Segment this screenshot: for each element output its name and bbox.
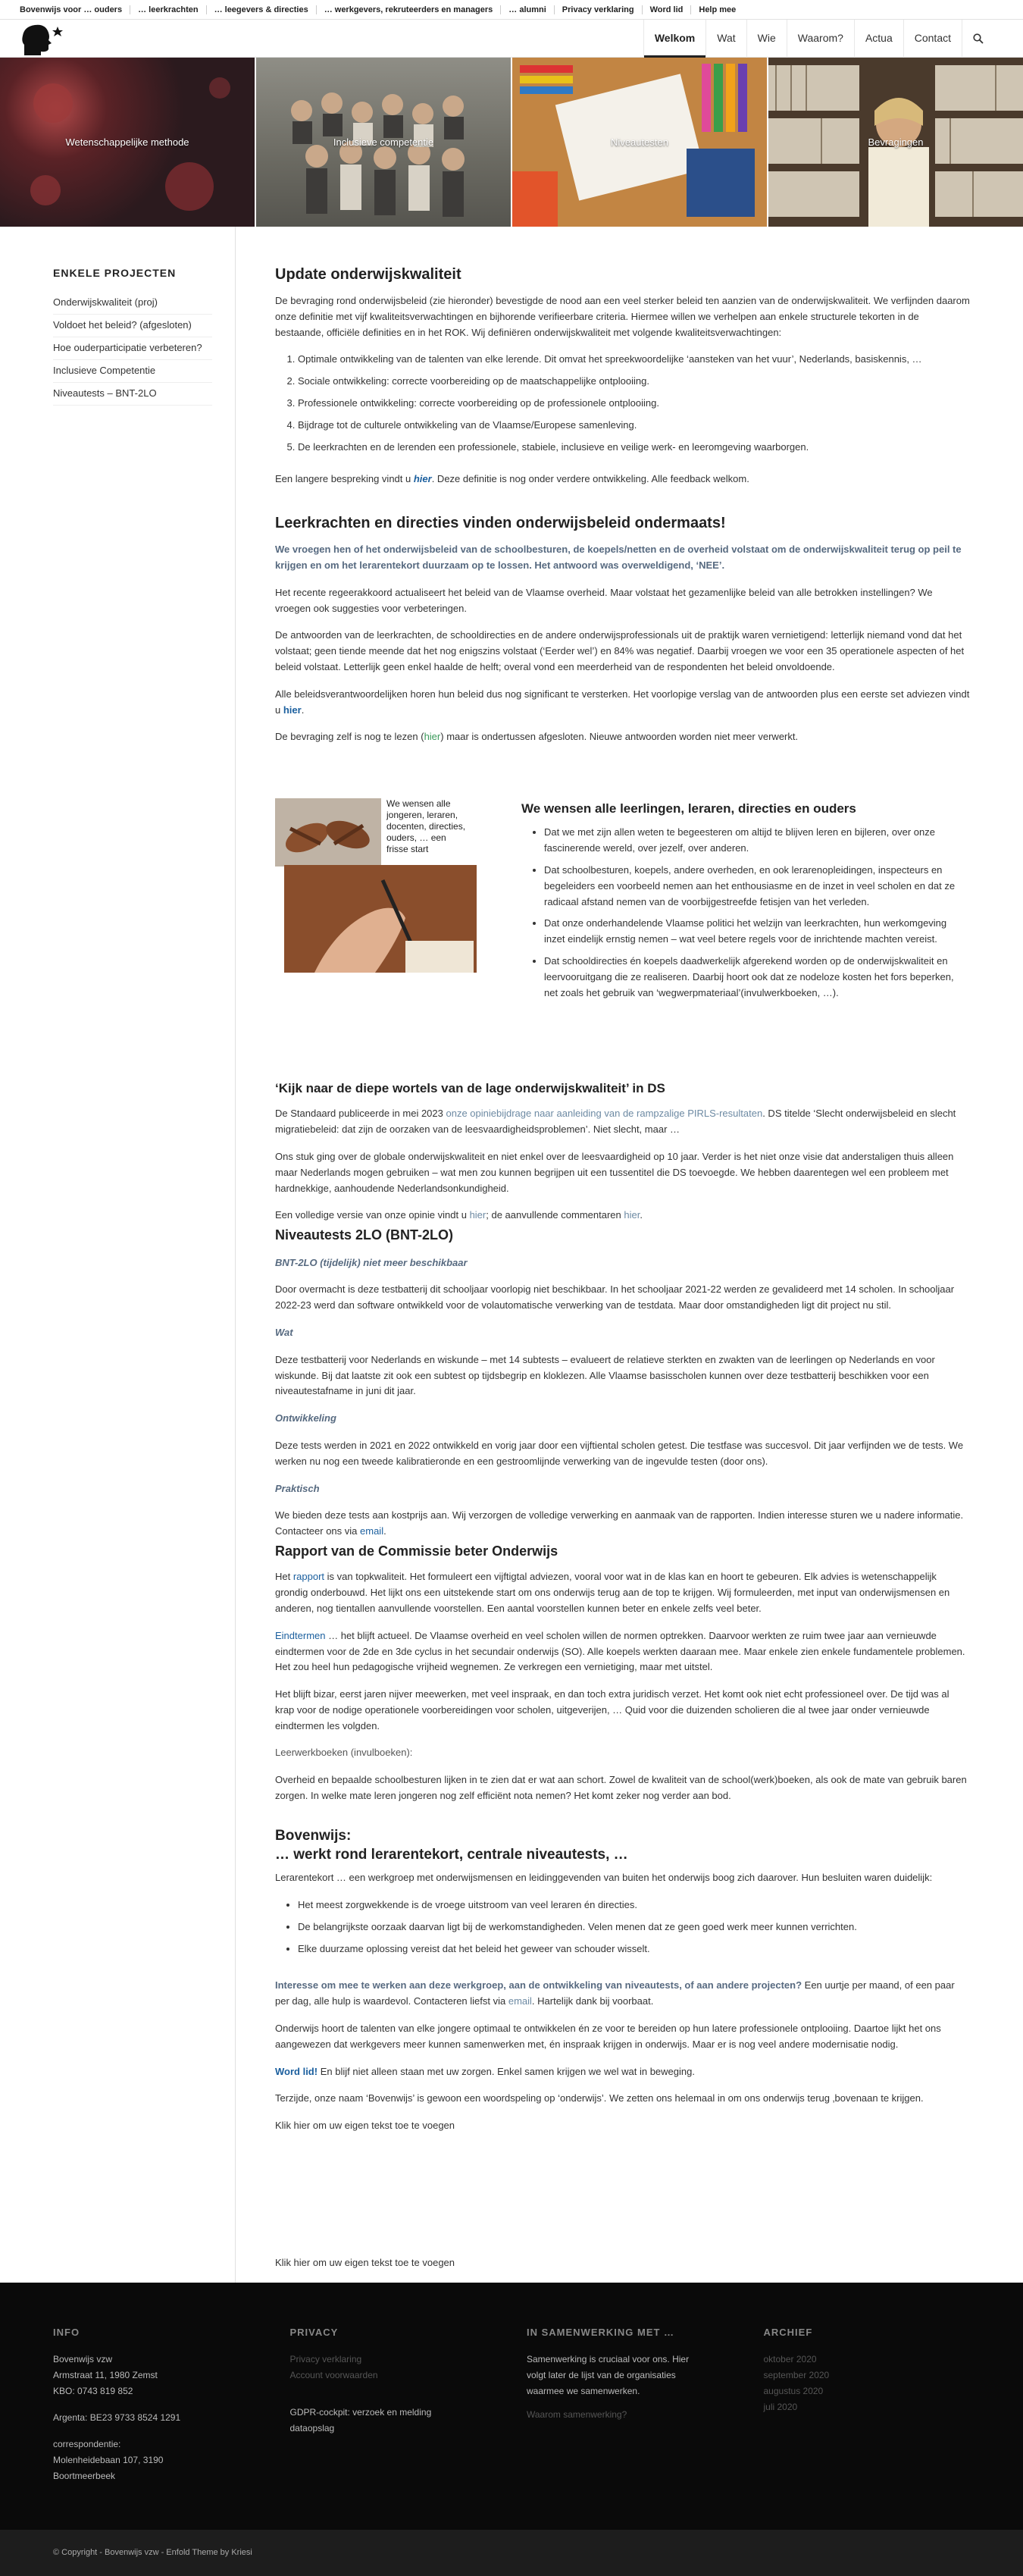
text: Interesse om mee te werken aan deze werkgroep, aan de ontwikkeling van niveautests, of aan andere projecten? xyxy=(275,1979,802,1992)
paragraph xyxy=(275,1106,970,1138)
section-title: Niveautests 2LO (BNT-2LO) xyxy=(275,1227,454,1243)
text: ; de aanvullende commentaren xyxy=(486,1209,624,1221)
nav-waarom[interactable]: Waarom? xyxy=(787,20,854,58)
text: En blijf niet alleen staan met uw zorgen. Enkel samen krijgen we wel wat in beweging. xyxy=(318,2065,695,2077)
footer-col-archief xyxy=(764,2325,971,2496)
footer-heading: PRIVACY xyxy=(289,2326,339,2338)
text: De Standaard publiceerde in mei 2023 xyxy=(275,1108,446,1120)
paragraph xyxy=(275,1208,970,1224)
gdpr-link[interactable]: GDPR-cockpit: verzoek en melding dataopslag xyxy=(289,2406,432,2433)
list-item: 2. Sociale ontwikkeling: correcte voorbereiding op de maatschappelijke ontplooiing. xyxy=(298,374,970,390)
footer-socket xyxy=(0,2530,1023,2576)
section-commissie xyxy=(275,1543,970,1804)
list-item: • Dat we met zijn allen weten te begeesteren om altijd te blijven leren en bijleren, over onze fascinerende wereld, over jezelf, over anderen. xyxy=(544,825,970,857)
section-title: Leerkrachten en directies vinden onderwijsbeleid ondermaats! xyxy=(275,515,726,532)
hier-link[interactable]: hier xyxy=(424,731,441,743)
spacer xyxy=(53,2426,260,2437)
paragraph: Deze tests werden in 2021 en 2022 ontwikkeld en vorig jaar door een vijftiental scholen getest. Die testfase was succesvol. Dit jaar verfijnden we de tests. We werken nu nog een tweede kalibratieronde en een gestroomlijnde verwerking van de ingevulde testen (door ons). xyxy=(275,1439,964,1467)
paragraph xyxy=(275,1569,970,1616)
hero-tile-inclusieve-competentie[interactable] xyxy=(256,58,512,227)
writing-hand-photo xyxy=(284,865,477,973)
footer-heading: ARCHIEF xyxy=(763,2326,813,2338)
text: Samenwerking is cruciaal voor ons. Hier volgt later de lijst van de organisaties waarmee we samenwerken. xyxy=(527,2353,690,2396)
text: Bovenwijs vzw xyxy=(53,2353,113,2364)
topbar-link-privacy[interactable]: Privacy verklaring xyxy=(555,5,643,14)
sidebar-title: ENKELE PROJECTEN xyxy=(53,267,177,279)
topbar-link-werkgevers[interactable]: … werkgevers, rekruteerders en managers xyxy=(317,5,502,14)
archive-link[interactable]: juli 2020 xyxy=(763,2401,798,2412)
nav-contact[interactable]: Contact xyxy=(903,20,962,58)
footer-col-info xyxy=(53,2325,260,2496)
section-title: ‘Kijk naar de diepe wortels van de lage onderwijskwaliteit’ in DS xyxy=(275,1081,665,1096)
subheading: Wat xyxy=(275,1326,293,1338)
hier-link[interactable]: hier xyxy=(624,1209,640,1221)
logo[interactable] xyxy=(20,22,68,55)
list-item: 1. Optimale ontwikkeling van de talenten van elke lerende. Dit omvat het spreekwoordelijke ‘aansteken van het vuur’, Nederlands, basiskennis, … xyxy=(298,352,970,368)
list-item: • Het meest zorgwekkende is de vroege uitstroom van veel leraren én directies. xyxy=(298,1898,970,1913)
text: We bieden deze tests aan kostprijs aan. Wij verzorgen de volledige verwerking en aanmaak van de rapporten. Indien interesse sturen we u nadere informatie. Contacteer ons via xyxy=(275,1509,964,1537)
section-update-onderwijskwaliteit xyxy=(275,265,970,487)
content xyxy=(236,227,1023,2283)
paragraph xyxy=(275,1978,970,2010)
paragraph xyxy=(275,2064,970,2080)
text: Het xyxy=(275,1571,293,1583)
title-line: … werkt rond lerarentekort, centrale niveautests, … xyxy=(275,1846,628,1863)
text: Een uurtje per maand, of een paar per dag, alle hulp is waardevol. Contacteren liefst via xyxy=(275,1979,955,2007)
hero-tile-bevragingen[interactable] xyxy=(768,58,1023,227)
title-line: Bovenwijs: xyxy=(275,1827,352,1844)
paragraph: Lerarentekort … een werkgroep met onderwijsmensen en leidinggevenden van buiten het onderwijs boog zich daarover. Hun besluiten waren duidelijk: xyxy=(275,1872,933,1884)
list-item: • Dat schooldirecties én koepels daadwerkelijk afgerekend worden op de onderwijskwaliteit en leervooruitgang die ze realiseren. Daarbij hoort ook dat ze nodeloze kosten het fors beperken, net zoals het gebruik van ‘wegwerpmateriaal’(invulwerkboeken, …). xyxy=(544,954,970,1001)
subheading: Ontwikkeling xyxy=(275,1412,336,1424)
header xyxy=(0,20,1023,58)
topbar-link-help-mee[interactable]: Help mee xyxy=(699,5,737,14)
section-title xyxy=(275,1827,970,1864)
conclusions-list xyxy=(298,1898,970,1957)
copyright-text: © Copyright - Bovenwijs vzw - Enfold Theme by Kriesi xyxy=(53,2547,252,2557)
hier-link[interactable]: hier xyxy=(469,1209,486,1221)
topbar-link-leerkrachten[interactable]: … leerkrachten xyxy=(130,5,206,14)
text: . xyxy=(301,704,305,716)
text: Een langere bespreking vindt u xyxy=(275,473,414,485)
eindtermen-link[interactable]: Eindtermen xyxy=(275,1629,326,1641)
text: . xyxy=(383,1525,386,1537)
sidebar-item-voldoet-beleid[interactable]: Voldoet het beleid? (afgesloten) xyxy=(53,315,212,337)
top-bar xyxy=(0,0,1023,20)
main-area xyxy=(0,227,1023,2283)
hero-tile-wetenschappelijke-methode[interactable] xyxy=(0,58,256,227)
hero-caption: Niveautesten xyxy=(611,136,668,148)
rapport-link[interactable]: rapport xyxy=(293,1571,325,1583)
text: . Hartelijk dank bij voorbaat. xyxy=(531,1995,654,2007)
paragraph xyxy=(275,687,970,719)
paragraph: Terzijde, onze naam ‘Bovenwijs’ is gewoon een woordspeling op ‘onderwijs’. We zetten ons helemaal in om ons onderwijs terug ‚bovenaan te krijgen. xyxy=(275,2092,924,2104)
sidebar xyxy=(0,227,236,2283)
hier-link[interactable]: hier xyxy=(283,704,302,716)
text: . DS titelde ‘Slecht onderwijsbeleid en slecht migratiebeleid: dat zijn de oorzaken van de leesvaardigheidsproblemen’. Niet slecht, maar … xyxy=(275,1108,956,1136)
email-link[interactable]: email xyxy=(360,1525,384,1537)
footer-archief-links xyxy=(764,2352,971,2415)
hero-tiles xyxy=(0,58,1023,227)
head-silhouette-logo-icon xyxy=(20,22,68,55)
subheading: Leerwerkboeken (invulboeken): xyxy=(275,1747,413,1759)
account-voorwaarden-link[interactable]: Account voorwaarden xyxy=(289,2369,378,2380)
hier-link[interactable]: hier xyxy=(413,473,432,485)
text: correspondentie: xyxy=(53,2438,121,2449)
sandals-photo xyxy=(275,798,381,867)
text: Boortmeerbeek xyxy=(53,2470,116,2481)
archive-link[interactable]: oktober 2020 xyxy=(763,2353,817,2364)
nav-welkom[interactable]: Welkom xyxy=(643,20,705,58)
section-title: Rapport van de Commissie beter Onderwijs xyxy=(275,1543,558,1559)
list-item: • Dat onze onderhandelende Vlaamse politici het welzijn van leerkrachten, hun werkomgeving inzet eindelijk ernstig nemen – wat veel betere regels voor de inrichtende machten vereist. xyxy=(544,916,970,948)
waarom-samenwerking-link[interactable]: Waarom samenwerking? xyxy=(527,2408,627,2420)
text: … het blijft actueel. De Vlaamse overheid en veel scholen willen de normen optrekken. Daarvoor werkten ze ruim twee jaar aan vernieuwde eindtermen voor de 2de en 3de cyclus in het secundair onderwijs (SO). Alle koepels werkten daaraan mee. Maar enkele zien enkele fundamentele problemen. Het zou heel hun pedagogische vrijheid wegnemen. Ze verkregen een vernietiging, maar met uitstel. xyxy=(275,1629,965,1673)
editable-text-placeholder[interactable]: Klik hier om uw eigen tekst toe te voegen xyxy=(275,2120,455,2132)
paragraph xyxy=(275,472,970,487)
wish-text xyxy=(521,798,970,1012)
hero-caption: Bevragingen xyxy=(868,136,924,148)
main-nav xyxy=(643,20,994,58)
text: Molenheidebaan 107, 3190 xyxy=(53,2454,164,2465)
text: Armstraat 11, 1980 Zemst xyxy=(53,2369,158,2380)
paragraph: Deze testbatterij voor Nederlands en wiskunde – met 14 subtests – evalueert de relatieve sterkten en zwakten van de leerlingen op Nederlands en voor wiskunde. Bij dat laatste zit ook een subtest op tijdsbegrip en kloklezen. Alle Vlaamse basisscholen kunnen over deze testbatterij beschikken voor een niveautestafname in juni dit jaar. xyxy=(275,1353,935,1397)
subheading: BNT-2LO (tijdelijk) niet meer beschikbaar xyxy=(275,1256,468,1268)
email-link[interactable]: email xyxy=(508,1995,532,2007)
section-title: Update onderwijskwaliteit xyxy=(275,266,461,283)
footer-col-privacy xyxy=(290,2325,497,2496)
spacer xyxy=(290,2383,497,2405)
sidebar-item-inclusieve-competentie[interactable]: Inclusieve Competentie xyxy=(53,360,212,383)
wish-title: We wensen alle leerlingen, leraren, directies en ouders xyxy=(521,801,856,816)
archive-link[interactable]: september 2020 xyxy=(763,2369,830,2380)
topbar-link-directies[interactable]: … leegevers & directies xyxy=(207,5,317,14)
wish-images xyxy=(275,798,491,973)
wish-list xyxy=(544,825,970,1001)
hero-tile-niveautesten[interactable] xyxy=(512,58,768,227)
text: Argenta: BE23 9733 8524 1291 xyxy=(53,2411,181,2423)
nav-wat[interactable]: Wat xyxy=(705,20,746,58)
section-bovenwijs xyxy=(275,1827,970,2271)
wish-side-text: We wensen alle jongeren, leraren, docenten, directies, ouders, … een frisse start xyxy=(386,798,466,855)
paragraph: Ons stuk ging over de globale onderwijskwaliteit en niet enkel over de leesvaardigheid op 10 jaar. Verder is het niet onze visie dat anderstaligen thuis alleen maar Nederlands mogen gebruiken – wat men zou kunnen begrijpen uit een tussentitel die DS toevoegde. We hebben daarentegen wel een probleem met hardnekkige, aanhoudende Nederlandsonkundigheid. xyxy=(275,1150,954,1194)
topbar-link-alumni[interactable]: … alumni xyxy=(501,5,555,14)
section-ds-opinie xyxy=(275,1080,970,1224)
text: ) maar is ondertussen afgesloten. Nieuwe antwoorden worden niet meer verwerkt. xyxy=(440,731,799,743)
nav-actua[interactable]: Actua xyxy=(854,20,903,58)
paragraph: Het blijft bizar, eerst jaren nijver meewerken, met veel inspraak, en dan toch extra juridisch verzet. Het komt ook niet echt professioneel over. De tijd was al krap voor de nodige operationele voorbereidingen voor scholen, uitgeverijen, … Quid voor die duizenden scholieren die al twee jaar onder vernieuwde eindtermen les volgden. xyxy=(275,1688,949,1731)
topbar-link-word-lid[interactable]: Word lid xyxy=(643,5,692,14)
list-item: • Dat schoolbesturen, koepels, andere overheden, en ook lerarenopleidingen, inspecteurs en begeleiders een voorbeeld nemen aan het enthousiasme en de inzet in veel scholen en dat ze radicaal afstand nemen van de voorbijgestreefde fetisjen van het verleden. xyxy=(544,863,970,910)
opinie-link[interactable]: onze opiniebijdrage naar aanleiding van de rampzalige PIRLS-resultaten xyxy=(446,1108,763,1120)
paragraph xyxy=(275,1508,970,1540)
nav-wie[interactable]: Wie xyxy=(746,20,787,58)
text: is van topkwaliteit. Het formuleert een vijftigtal adviezen, vooral voor wat in de klas kan en hoort te gebeuren. Elk advies is wetenschappelijk grondig onderbouwd. Het lijkt ons een uitstekende start om ons onderwijs terug aan de top te krijgen. Wij formuleerden, met input van onderwijsmensen en anderen, nog tientallen aanvullende voorstellen. Een aantal voorstellen kunnen beter en enkele zelfs veel beter. xyxy=(275,1571,950,1614)
paragraph: De antwoorden van de leerkrachten, de schooldirecties en de andere onderwijsprofessionals uit de praktijk waren vernietigend: letterlijk niemand vond dat het volstaat; geen tiende meende dat het nog enigszins volstaat (‘Eerder wel’) en 84% was negatief. Daarbij vroegen we voor een 35 operationele aspecten of het beleid volstaat. Letterlijk geen enkel haalde de helft; overal vond een meerderheid van de respondenten het beleid onvoldoende. xyxy=(275,629,965,672)
text: De bevraging zelf is nog te lezen ( xyxy=(275,731,424,743)
text: Een volledige versie van onze opinie vindt u xyxy=(275,1209,470,1221)
section-niveautests xyxy=(275,1227,970,1540)
list-item: 3. Professionele ontwikkeling: correcte voorbereiding op de professionele ontplooiing. xyxy=(298,396,970,412)
text: . xyxy=(640,1209,643,1221)
text: . Deze definitie is nog onder verdere ontwikkeling. Alle feedback welkom. xyxy=(431,473,749,485)
archive-link[interactable]: augustus 2020 xyxy=(763,2385,824,2396)
paragraph xyxy=(275,729,970,745)
subheading: Praktisch xyxy=(275,1482,320,1494)
lead-paragraph: We vroegen hen of het onderwijsbeleid van de schoolbesturen, de koepels/netten en de overheid volstaat om de onderwijskwaliteit terug op peil te krijgen en om het lerarentekort duurzaam op te lossen. Het antwoord was overweldigend, ‘NEE’. xyxy=(275,544,962,571)
quality-list xyxy=(298,352,970,455)
paragraph: Onderwijs hoort de talenten van elke jongere optimaal te ontwikkelen én ze voor te bereiden op hun latere professionele ontplooiing. Daartoe lijkt het ons aangewezen dat werkgevers meer kunnen samenwerken met, én inspraak krijgen in onderwijs. Maar er is nog veel andere modernisatie nodig. xyxy=(275,2023,941,2050)
section-leerkrachten-directies xyxy=(275,513,970,745)
hero-caption: Inclusieve competentie xyxy=(333,136,434,148)
footer-info-lines xyxy=(53,2352,260,2484)
paragraph: Overheid en bepaalde schoolbesturen lijken in te zien dat er wat aan schort. Zowel de kwaliteit van de school(werk)boeken, als ook de mate van gebruik baren zorgen. In welke mate leren jongeren nog zelf efficiënt nota nemen? Het komt zeker nog verder aan bod. xyxy=(275,1774,967,1802)
paragraph xyxy=(275,1628,970,1675)
sidebar-item-onderwijskwaliteit[interactable]: Onderwijskwaliteit (proj) xyxy=(53,292,212,315)
list-item: • Elke duurzame oplossing vereist dat het beleid het geweer van schouder wisselt. xyxy=(298,1941,970,1957)
word-lid-link[interactable]: Word lid! xyxy=(275,2065,318,2077)
search-icon[interactable] xyxy=(962,20,994,58)
privacy-link[interactable]: Privacy verklaring xyxy=(289,2353,362,2364)
footer-heading: INFO xyxy=(53,2326,80,2338)
footer-col-samenwerking xyxy=(527,2325,734,2496)
topbar-link-ouders[interactable]: Bovenwijs voor … ouders xyxy=(20,5,130,14)
spacer xyxy=(53,2399,260,2410)
sidebar-item-ouderparticipatie[interactable]: Hoe ouderparticipatie verbeteren? xyxy=(53,337,212,360)
list-item: 4. Bijdrage tot de culturele ontwikkeling van de Vlaamse/Europese samenleving. xyxy=(298,418,970,434)
list-item: • De belangrijkste oorzaak daarvan ligt bij de werkomstandigheden. Velen menen dat ze geen goed werk meer kunnen verrichten. xyxy=(298,1919,970,1935)
text: KBO: 0743 819 852 xyxy=(53,2385,133,2396)
paragraph: De bevraging rond onderwijsbeleid (zie hieronder) bevestigde de nood aan een veel sterker beleid ten aanzien van de onderwijskwaliteit. We verfijnden daarom onze definitie met vijf kwaliteitsverwachtingen en bijhorende verifieerbare criteria. Hiermee willen we verhelpen aan enkele structurele tekorten in de bestaande, officiële definities en in het ROK. Wij definiëren onderwijskwaliteit met volgende kwaliteitsverwachtingen: xyxy=(275,295,970,338)
text: Alle beleidsverantwoordelijken horen hun beleid dus nog significant te versterken. Het voorlopige verslag van de antwoorden plus een eerste set adviezen vindt u xyxy=(275,688,970,716)
hero-caption: Wetenschappelijke methode xyxy=(65,136,189,148)
footer xyxy=(0,2283,1023,2530)
editable-text-placeholder[interactable]: Klik hier om uw eigen tekst toe te voegen xyxy=(275,2257,455,2269)
footer-heading: IN SAMENWERKING MET … xyxy=(527,2326,675,2338)
list-item: 5. De leerkrachten en de lerenden een professionele, stabiele, inclusieve en veilige werk- en leeromgeving waarborgen. xyxy=(298,440,970,456)
footer-privacy-links xyxy=(290,2352,497,2437)
paragraph: Door overmacht is deze testbatterij dit schooljaar voorlopig niet beschikbaar. In het schooljaar 2021-22 werden ze gevalideerd met 14 scholen. In schooljaar 2022-23 werd dan software ontwikkeld voor de volautomatische verwerking van de testdata. Maar door omstandigheden ligt dit project nu stil. xyxy=(275,1283,955,1312)
footer-samen-text-wrap xyxy=(527,2352,734,2423)
sidebar-item-niveautests[interactable]: Niveautests – BNT-2LO xyxy=(53,383,212,406)
paragraph: Het recente regeerakkoord actualiseert het beleid van de Vlaamse overheid. Maar volstaat het gezamenlijke beleid van alle betrokken instellingen? We vroegen ook suggesties voor verbeteringen. xyxy=(275,586,933,614)
section-wensen xyxy=(275,798,970,1012)
